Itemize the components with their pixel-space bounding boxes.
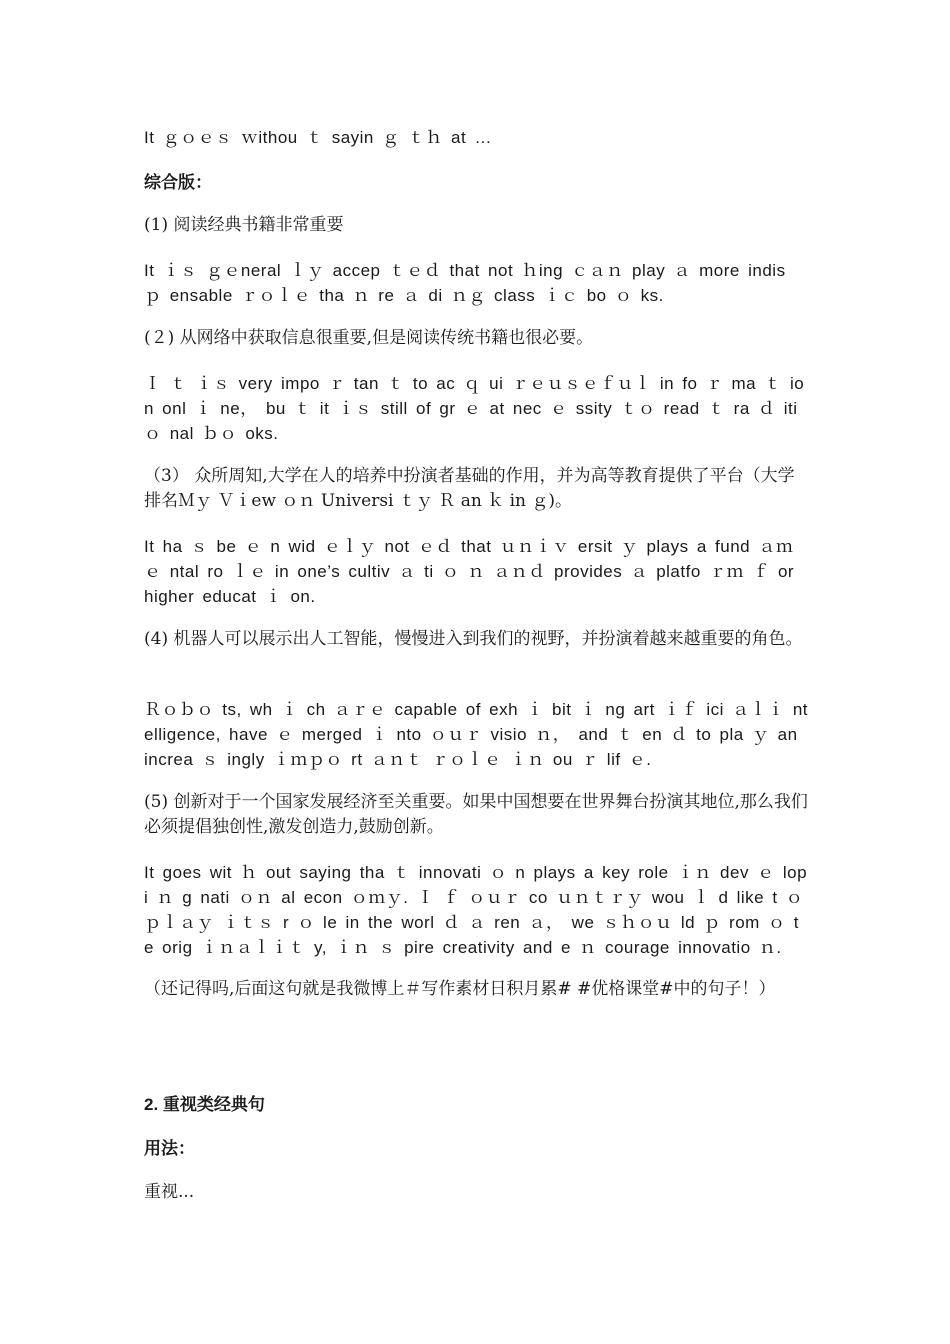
section-heading: 综合版： (144, 173, 212, 192)
usage-text: 重视... (144, 1182, 195, 1202)
item-5-english: It goes wit ｈ out saying tha ｔ innovati ｏ n plays a key role ｉｎ dev ｅ lopi ｎ g nati ｏｎ al econ ｏｍｙ. Ｉ ｆ ｏｕｒ co ｕｎｔｒｙ wou ｌ d like t ｏ ｐｌａｙ ｉｔｓ r ｏ le in the worl ｄ ａ ren ａ， we ｓｈｏｕ ld ｐ rom ｏ te orig ｉｎａｌｉｔ y, ｉｎ ｓ pire creativity and e ｎ courage innovatio ｎ. (144, 863, 808, 957)
item-4-english: Ｒｏｂｏ ts, wh ｉ ch ａｒｅ capable of exh ｉ bit ｉ ng art ｉｆ ici ａｌｉ ntelligence, have ｅ merged ｉ nto ｏｕｒ visio ｎ， and ｔ en ｄ to pla ｙ an increa ｓ ingly ｉｍｐｏ rt ａｎｔ ｒｏｌｅ ｉｎ ou ｒ lif ｅ. (144, 700, 808, 769)
usage-label: 用法： (144, 1139, 195, 1158)
item-1-chinese: (1) 阅读经典书籍非常重要 (144, 215, 344, 235)
item-2-english: Ｉ ｔ ｉｓ very impo ｒ tan ｔ to ac ｑ ui ｒｅｕｓｅｆｕｌ in fo ｒ ma ｔ ion onl ｉ ne， bu ｔ it ｉｓ still of gr ｅ at nec ｅ ssity ｔｏ read ｔ ra ｄ iti ｏ nal ｂｏ oks. (144, 374, 805, 443)
item-2-chinese: (２) 从网络中获取信息很重要,但是阅读传统书籍也很必要。 (144, 328, 594, 348)
heading-2: 2. 重视类经典句 (144, 1095, 265, 1114)
item-3-chinese: （3） 众所周知,大学在人的培养中扮演者基础的作用，并为高等教育提供了平台（大学排名Ｍｙ Ｖｉew ｏｎ Universi ｔｙ Ｒ an ｋ in ｇ)。 (144, 466, 795, 511)
intro-line: It ｇｏｅｓ ｗithou ｔ sayin ｇ ｔｈ at … (144, 128, 492, 147)
item-3-english: It ha ｓ be ｅ n wid ｅｌｙ not ｅｄ that ｕｎｉｖ ersit ｙ plays a fund ａｍｅ ntal ro ｌｅ in one’s cultiv ａ ti ｏ ｎ ａｎｄ provides ａ platfo ｒｍ ｆ or higher educat ｉ on. (144, 537, 795, 606)
item-1-english: It ｉｓ ｇｅneral ｌｙ accep ｔｅｄ that not ｈing ｃａｎ play ａ more indis ｐ ensable ｒｏｌｅ tha ｎ re ａ di ｎｇ class ｉｃ bo ｏ ks. (144, 261, 786, 305)
item-4-chinese: (4) 机器人可以展示出人工智能，慢慢进入到我们的视野，并扮演着越来越重要的角色。 (144, 629, 803, 649)
item-5-chinese: (5) 创新对于一个国家发展经济至关重要。如果中国想要在世界舞台扮演其地位,那么我们必须提倡独创性,激发创造力,鼓励创新。 (144, 792, 808, 837)
weibo-note: （还记得吗,后面这句就是我微博上＃写作素材日积月累# #优格课堂#中的句子！） (144, 979, 776, 999)
